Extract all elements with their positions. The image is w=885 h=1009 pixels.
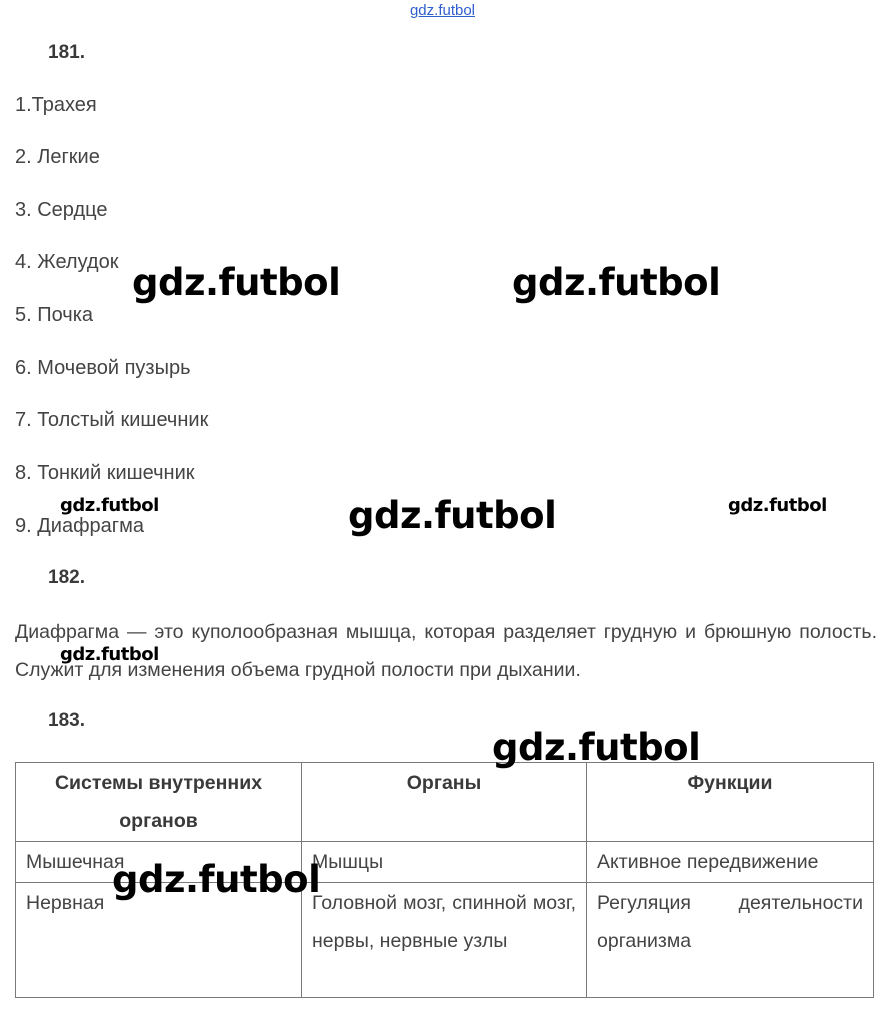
- watermark: gdz.futbol: [112, 858, 321, 901]
- table-cell: Активное передвижение: [587, 842, 874, 883]
- column-header-organs: Органы: [302, 763, 587, 842]
- watermark: gdz.futbol: [348, 494, 557, 537]
- column-header-functions: Функции: [587, 763, 874, 842]
- column-header-systems: Системы внутренних органов: [16, 763, 302, 842]
- task-number-181: 181.: [48, 42, 85, 63]
- watermark: gdz.futbol: [728, 495, 827, 516]
- table-cell: Регуляция деятельности организма: [587, 883, 874, 998]
- table-cell: Головной мозг, спинной мозг, нервы, нервные узлы: [302, 883, 587, 998]
- list-item: 9. Диафрагма: [15, 515, 144, 537]
- list-item: 6. Мочевой пузырь: [15, 357, 191, 379]
- list-item: 7. Толстый кишечник: [15, 409, 209, 431]
- list-item: 2. Легкие: [15, 146, 100, 168]
- list-item: 8. Тонкий кишечник: [15, 462, 195, 484]
- site-link[interactable]: gdz.futbol: [409, 2, 476, 19]
- table-cell: Мышечная: [16, 842, 302, 883]
- answer-paragraph: Диафрагма — это куполообразная мышца, которая разделяет грудную и брюшную полость. Служит для изменения объема грудной полости при дыхании.: [15, 621, 877, 681]
- watermark: gdz.futbol: [132, 261, 341, 304]
- watermark: gdz.futbol: [492, 726, 701, 769]
- task-number-183: 183.: [48, 710, 85, 731]
- table-cell: Мышцы: [302, 842, 587, 883]
- watermark: gdz.futbol: [60, 644, 159, 665]
- list-item: 5. Почка: [15, 304, 94, 326]
- list-item: 3. Сердце: [15, 199, 108, 221]
- table-cell: Нервная: [16, 883, 302, 998]
- list-item: 4. Желудок: [15, 251, 119, 273]
- watermark: gdz.futbol: [512, 261, 721, 304]
- watermark: gdz.futbol: [60, 495, 159, 516]
- task-number-182: 182.: [48, 567, 85, 588]
- list-item: 1.Трахея: [15, 94, 97, 116]
- table-header-row: [16, 763, 874, 842]
